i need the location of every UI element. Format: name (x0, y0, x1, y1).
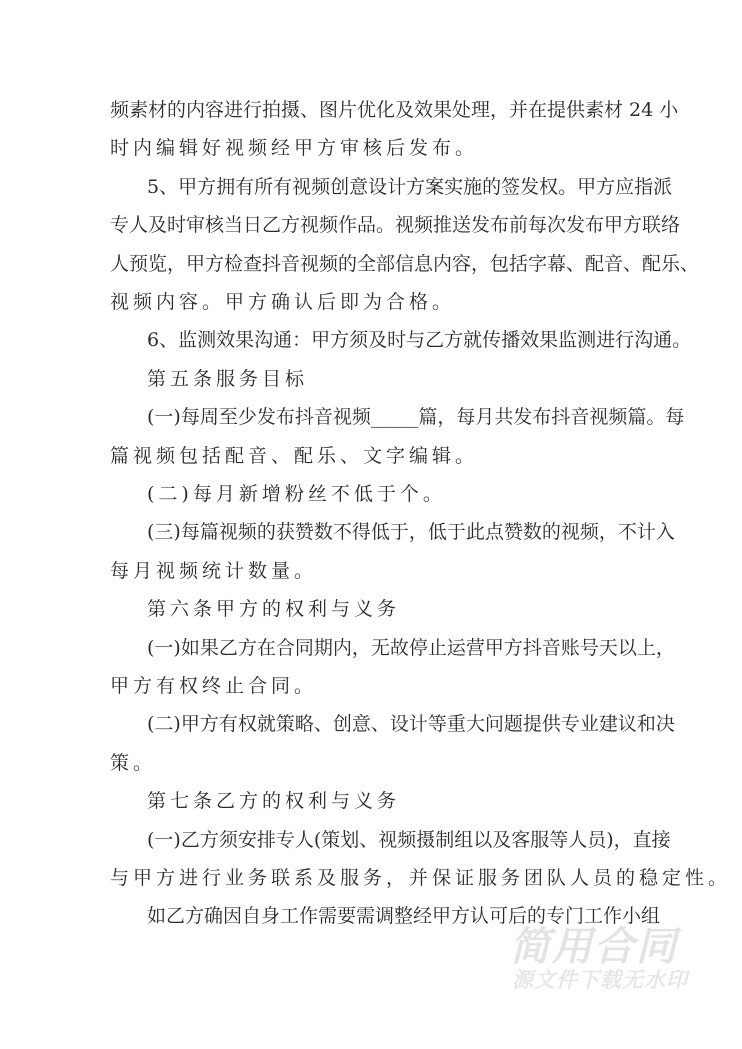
watermark-slogan: 源文件下载无水印 (512, 968, 688, 992)
text-line: 第七条乙方的权利与义务 (147, 790, 401, 813)
text-line: 5、甲方拥有所有视频创意设计方案实施的签发权。甲方应指派 (147, 175, 673, 198)
text-line: (一)每周至少发布抖音视频_____篇，每月共发布抖音视频篇。每 (147, 406, 685, 429)
text-line: 时内编辑好视频经甲方审核后发布。 (110, 137, 479, 160)
text-line: 第六条甲方的权利与义务 (147, 598, 401, 621)
text-line: 每月视频统计数量。 (110, 559, 318, 582)
text-line: 人预览，甲方检查抖音视频的全部信息内容，包括字幕、配音、配乐、 (110, 252, 700, 275)
text-line: (二)每月新增粉丝不低于个。 (147, 483, 446, 505)
text-line: 6、监测效果沟通：甲方须及时与乙方就传播效果监测进行沟通。 (147, 329, 692, 352)
text-line: (三)每篇视频的获赞数不得低于，低于此点赞数的视频，不计入 (147, 521, 675, 544)
text-line: 第五条服务目标 (147, 367, 309, 390)
text-line: (一)乙方须安排专人(策划、视频摄制组以及客服等人员)，直接 (147, 828, 671, 851)
text-line: 视频内容。甲方确认后即为合格。 (110, 291, 456, 313)
watermark-brand: 简用合同 (510, 924, 678, 970)
text-line: 篇视频包括配音、配乐、文字编辑。 (110, 444, 479, 467)
text-line: (一)如果乙方在合同期内，无故停止运营甲方抖音账号天以上， (147, 636, 675, 659)
text-line: 专人及时审核当日乙方视频作品。视频推送发布前每次发布甲方联络 (110, 214, 681, 237)
text-line: 甲方有权终止合同。 (110, 675, 318, 697)
text-line: 频素材的内容进行拍摄、图片优化及效果处理，并在提供素材 24 小 (110, 99, 679, 121)
text-line: 策。 (110, 751, 157, 774)
text-line: (二)甲方有权就策略、创意、设计等重大问题提供专业建议和决 (147, 713, 675, 736)
text-line: 如乙方确因自身工作需要需调整经甲方认可后的专门工作小组 (147, 905, 661, 928)
text-line: 与甲方进行业务联系及服务，并保证服务团队人员的稳定性。 (110, 867, 732, 889)
